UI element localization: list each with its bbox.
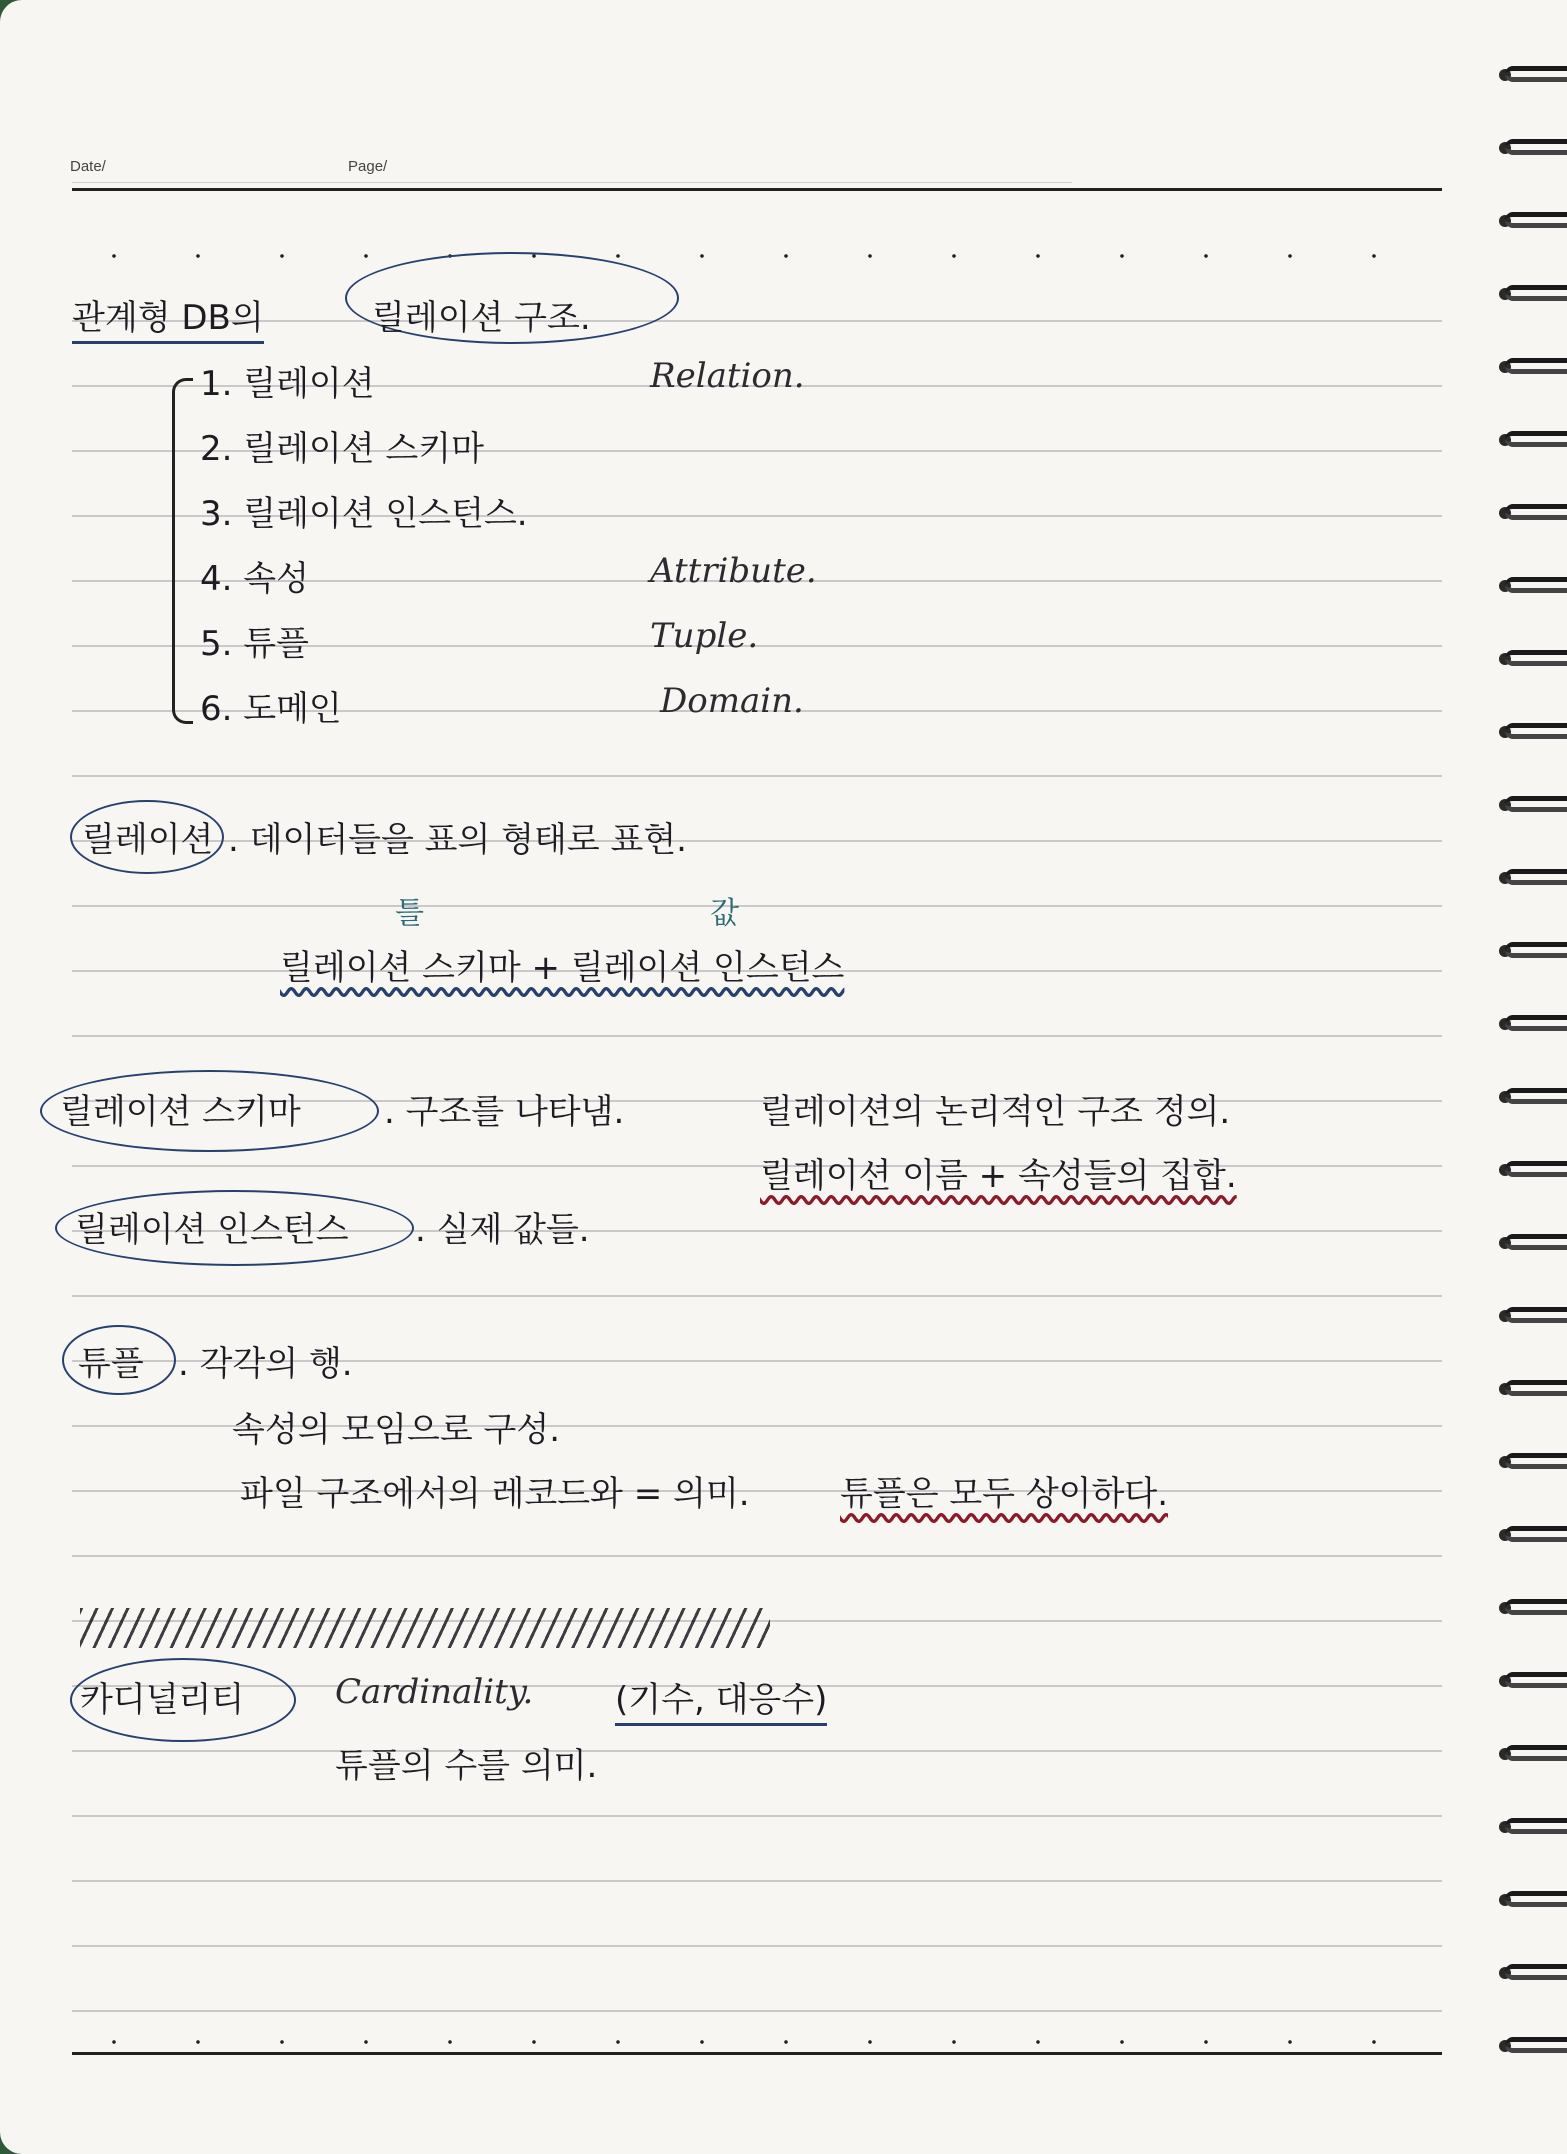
tuple-def3: 파일 구조에서의 레코드와 = 의미. bbox=[240, 1474, 750, 1514]
ring-wire bbox=[1505, 1234, 1567, 1250]
tuple-term: 튜플 bbox=[78, 1344, 144, 1384]
top-dot-row bbox=[72, 254, 1442, 258]
bottom-dot-row bbox=[72, 2040, 1442, 2044]
ring-wire bbox=[1505, 1818, 1567, 1834]
spiral-ring bbox=[1493, 1447, 1567, 1477]
list-item-5: 5. 튜플 bbox=[200, 624, 309, 664]
ring-wire bbox=[1505, 1745, 1567, 1761]
scribbled-out-text bbox=[80, 1608, 770, 1648]
spiral-ring bbox=[1493, 206, 1567, 236]
ring-wire bbox=[1505, 1380, 1567, 1396]
rule-line bbox=[72, 1815, 1442, 1817]
spiral-ring bbox=[1493, 936, 1567, 966]
tuple-def2: 속성의 모임으로 구성. bbox=[232, 1410, 561, 1450]
ring-wire bbox=[1505, 1891, 1567, 1907]
schema-term: 릴레이션 스키마 bbox=[60, 1092, 301, 1132]
annot-frame: 틀 bbox=[395, 896, 424, 931]
spiral-ring bbox=[1493, 1374, 1567, 1404]
cardinality-def2: 튜플의 수를 의미. bbox=[335, 1746, 598, 1786]
ring-wire bbox=[1505, 66, 1567, 82]
list-item-5-en: Tuple. bbox=[650, 616, 759, 656]
schema-def3: 릴레이션 이름 + 속성들의 집합. bbox=[760, 1156, 1237, 1196]
ring-wire bbox=[1505, 1599, 1567, 1615]
ring-wire bbox=[1505, 577, 1567, 593]
list-brace bbox=[172, 378, 193, 724]
cardinality-paren: (기수, 대응수) bbox=[615, 1672, 827, 1726]
bottom-rule bbox=[72, 2052, 1442, 2055]
tuple-def4: 튜플은 모두 상이하다. bbox=[840, 1474, 1169, 1514]
rule-line bbox=[72, 775, 1442, 777]
header-rule bbox=[72, 182, 1072, 183]
spiral-ring bbox=[1493, 352, 1567, 382]
ring-wire bbox=[1505, 1964, 1567, 1980]
ring-wire bbox=[1505, 1526, 1567, 1542]
spiral-ring bbox=[1493, 644, 1567, 674]
spiral-ring bbox=[1493, 1666, 1567, 1696]
spiral-ring bbox=[1493, 1155, 1567, 1185]
ring-wire bbox=[1505, 1307, 1567, 1323]
ring-wire bbox=[1505, 1015, 1567, 1031]
rule-line bbox=[72, 1035, 1442, 1037]
relation-def: . 데이터들을 표의 형태로 표현. bbox=[228, 820, 687, 860]
list-item-4-en: Attribute. bbox=[650, 551, 817, 591]
list-item-6-en: Domain. bbox=[660, 681, 804, 721]
spiral-ring bbox=[1493, 571, 1567, 601]
spiral-ring bbox=[1493, 1082, 1567, 1112]
rule-line bbox=[72, 320, 1442, 322]
list-item-2: 2. 릴레이션 스키마 bbox=[200, 429, 484, 469]
rule-line bbox=[72, 905, 1442, 907]
schema-def: . 구조를 나타냄. bbox=[384, 1092, 625, 1132]
ring-wire bbox=[1505, 2037, 1567, 2053]
section-title-circled: 릴레이션 구조. bbox=[372, 298, 591, 338]
ring-wire bbox=[1505, 1161, 1567, 1177]
spiral-ring bbox=[1493, 1009, 1567, 1039]
spiral-ring bbox=[1493, 1593, 1567, 1623]
ring-wire bbox=[1505, 431, 1567, 447]
ring-wire bbox=[1505, 942, 1567, 958]
rule-line bbox=[72, 1295, 1442, 1297]
ring-wire bbox=[1505, 796, 1567, 812]
spiral-ring bbox=[1493, 425, 1567, 455]
spiral-ring bbox=[1493, 1958, 1567, 1988]
list-item-3: 3. 릴레이션 인스턴스. bbox=[200, 494, 528, 534]
list-item-1: 1. 릴레이션 bbox=[200, 364, 375, 404]
spiral-ring bbox=[1493, 279, 1567, 309]
list-item-1-en: Relation. bbox=[650, 356, 805, 396]
section-title: 관계형 DB의 bbox=[72, 290, 264, 344]
list-item-4: 4. 속성 bbox=[200, 559, 309, 599]
rule-line bbox=[72, 2010, 1442, 2012]
rule-line bbox=[72, 1555, 1442, 1557]
spiral-ring bbox=[1493, 717, 1567, 747]
spiral-ring bbox=[1493, 60, 1567, 90]
schema-def2: 릴레이션의 논리적인 구조 정의. bbox=[760, 1092, 1231, 1132]
relation-formula: 릴레이션 스키마 + 릴레이션 인스턴스 bbox=[280, 948, 845, 988]
spiral-ring bbox=[1493, 1812, 1567, 1842]
ring-wire bbox=[1505, 1088, 1567, 1104]
spiral-ring bbox=[1493, 790, 1567, 820]
tuple-def1: . 각각의 행. bbox=[178, 1344, 353, 1384]
top-rule bbox=[72, 188, 1442, 191]
spiral-ring bbox=[1493, 863, 1567, 893]
annot-value: 값 bbox=[710, 896, 739, 931]
spiral-ring bbox=[1493, 1228, 1567, 1258]
ring-wire bbox=[1505, 358, 1567, 374]
ring-wire bbox=[1505, 869, 1567, 885]
ring-wire bbox=[1505, 1672, 1567, 1688]
spiral-ring bbox=[1493, 1885, 1567, 1915]
spiral-ring bbox=[1493, 1301, 1567, 1331]
ring-wire bbox=[1505, 650, 1567, 666]
rule-line bbox=[72, 1750, 1442, 1752]
date-label: Date/ bbox=[70, 158, 106, 175]
spiral-binding bbox=[1489, 60, 1567, 2140]
spiral-ring bbox=[1493, 498, 1567, 528]
spiral-ring bbox=[1493, 2031, 1567, 2061]
cardinality-term: 카디널리티 bbox=[80, 1680, 245, 1720]
rule-line bbox=[72, 1880, 1442, 1882]
page-label: Page/ bbox=[348, 158, 388, 175]
ring-wire bbox=[1505, 723, 1567, 739]
list-item-6: 6. 도메인 bbox=[200, 689, 342, 729]
ring-wire bbox=[1505, 1453, 1567, 1469]
rule-line bbox=[72, 1945, 1442, 1947]
ring-wire bbox=[1505, 504, 1567, 520]
spiral-ring bbox=[1493, 133, 1567, 163]
ring-wire bbox=[1505, 212, 1567, 228]
relation-term: 릴레이션 bbox=[82, 820, 214, 860]
ring-wire bbox=[1505, 285, 1567, 301]
instance-term: 릴레이션 인스턴스 bbox=[75, 1210, 349, 1250]
instance-def: . 실제 값들. bbox=[415, 1210, 590, 1250]
spiral-ring bbox=[1493, 1739, 1567, 1769]
cardinality-def: Cardinality. bbox=[335, 1672, 534, 1712]
spiral-ring bbox=[1493, 1520, 1567, 1550]
ring-wire bbox=[1505, 139, 1567, 155]
